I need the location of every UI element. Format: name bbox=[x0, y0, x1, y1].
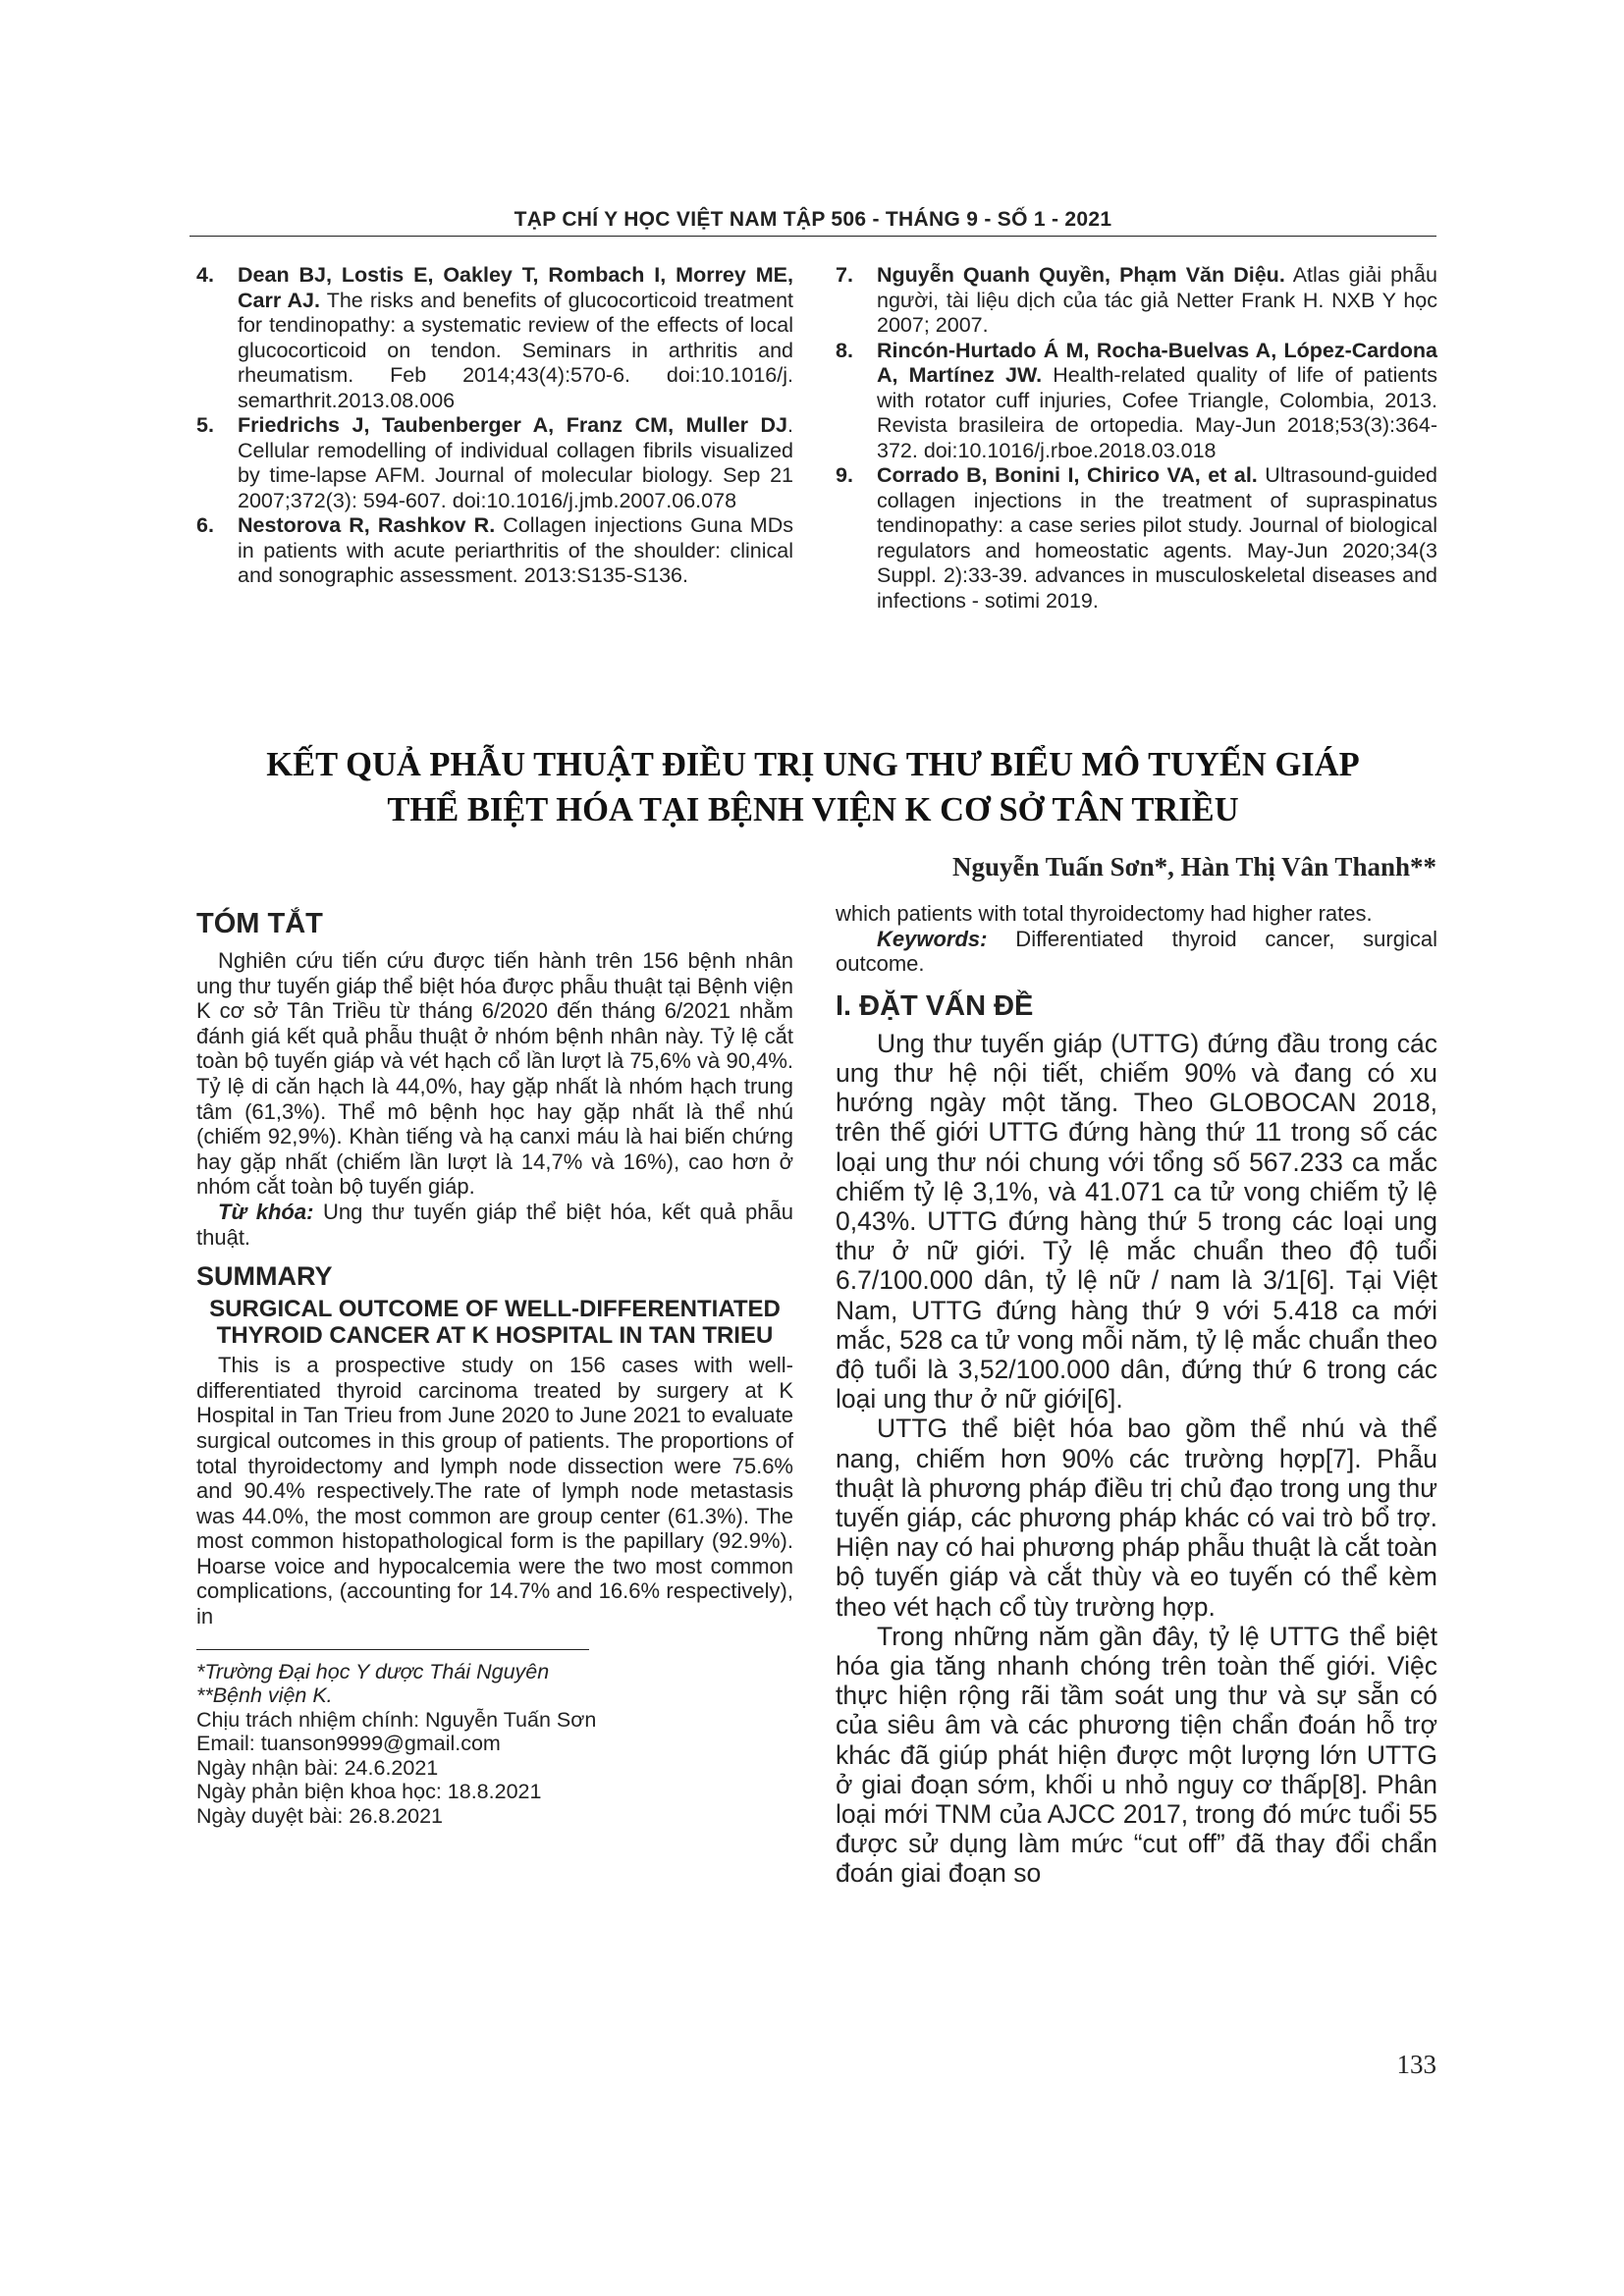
reference-text: Atlas giải phẫu người, tài liệu dịch của tác giả Netter Frank H. NXB Y học 2007; 2007. bbox=[877, 263, 1437, 337]
footnote-rule bbox=[196, 1649, 589, 1650]
footnote-responsible: Chịu trách nhiệm chính: Nguyễn Tuấn Sơn bbox=[196, 1707, 597, 1732]
references-right bbox=[836, 263, 1437, 614]
summary-keywords bbox=[836, 927, 1437, 977]
reference-authors: Dean BJ, Lostis E, Oakley T, Rombach I, Morrey ME, Carr AJ. bbox=[238, 263, 793, 312]
page-number: 133 bbox=[1396, 2050, 1436, 2079]
body-paragraph: Trong những năm gần đây, tỷ lệ UTTG thể biệt hóa gia tăng nhanh chóng trên toàn thế giới. Việc thực hiện rộng rãi tầm soát ung thư và sự sẵn có của siêu âm và các phương tiện chẩn đoán hỗ trợ khác đã giúp phát hiện được một lượng lớn UTTG ở giai đoạn sớm, khối u nhỏ nguy cơ thấp[8]. Phân loại mới TNM của AJCC 2017, trong đó mức tuổi 55 được sử dụng làm mức “cut off” đã thay đổi chẩn đoán giai đoạn so bbox=[836, 1621, 1437, 1889]
footnote-accepted: Ngày duyệt bài: 26.8.2021 bbox=[196, 1803, 444, 1828]
abstract-heading: TÓM TẮT bbox=[196, 908, 323, 939]
summary-continuation: which patients with total thyroidectomy had higher rates. bbox=[836, 901, 1373, 926]
reference-number: 8. bbox=[836, 338, 853, 362]
reference-number: 6. bbox=[196, 513, 214, 537]
footnote-email: Email: tuanson9999@gmail.com bbox=[196, 1732, 501, 1756]
left-column bbox=[196, 908, 793, 1828]
reference-number: 4. bbox=[196, 263, 214, 287]
article-title bbox=[189, 742, 1436, 832]
keywords-label: Keywords: bbox=[877, 926, 988, 951]
reference-number: 7. bbox=[836, 263, 853, 287]
footnote-affiliation: **Bệnh viện K. bbox=[196, 1683, 333, 1708]
reference-authors: Nguyễn Quanh Quyền, Phạm Văn Diệu. bbox=[877, 263, 1285, 287]
summary-text: This is a prospective study on 156 cases with well-differentiated thyroid carcinoma treated by surgery at K Hospital in Tan Trieu from June 2020 to June 2021 to evaluate surgical outcomes in this group of patients. The proportions of total thyroidectomy and lymph node dissection were 75.6% and 90.4% respectively.The rate of lymph node metastasis was 44.0%, the most common are group center (61.3%). The most common histopathological form is the papillary (92.9%). Hoarse voice and hypocalcemia were the two most common complications, (accounting for 14.7% and 16.6% respectively), in bbox=[196, 1353, 793, 1629]
body-paragraph: UTTG thể biệt hóa bao gồm thể nhú và thể nang, chiếm hơn 90% các trường hợp[7]. Phẫu thuật là phương pháp điều trị chủ đạo trong ung thư tuyến giáp, các phương pháp khác có vai trò bổ trợ. Hiện nay có hai phương pháp phẫu thuật là cắt toàn bộ tuyến giáp và cắt thùy và eo tuyến có thể kèm theo vét hạch cổ tùy trường hợp. bbox=[836, 1414, 1437, 1622]
article-title-line: THỂ BIỆT HÓA TẠI BỆNH VIỆN K CƠ SỞ TÂN TRIỀU bbox=[387, 791, 1239, 828]
reference-authors: Friedrichs J, Taubenberger A, Franz CM, Muller DJ bbox=[238, 413, 788, 437]
abstract-keywords bbox=[196, 1200, 793, 1250]
reference-item bbox=[196, 263, 793, 413]
reference-text: Health-related quality of life of patients with rotator cuff injuries, Cofee Triangle, Colombia, 2013. Revista brasileira de ortopedia. May-Jun 2018;53(3):364-372. doi:10.1016/j.rboe.2018.03.018 bbox=[877, 363, 1437, 462]
footnote-reviewed: Ngày phản biện khoa học: 18.8.2021 bbox=[196, 1780, 542, 1804]
reference-item bbox=[836, 263, 1437, 339]
reference-authors: Rincón-Hurtado Á M, Rocha-Buelvas A, López-Cardona A, Martínez JW. bbox=[877, 338, 1437, 387]
reference-item bbox=[836, 339, 1437, 464]
reference-text: Ultrasound-guided collagen injections in the treatment of supraspinatus tendinopathy: a case series pilot study. Journal of biological regulators and homeostatic agents. May-Jun 2020;34(3 Suppl. 2):33-39. advances in musculoskeletal diseases and infections - sotimi 2019. bbox=[877, 463, 1437, 613]
reference-item bbox=[836, 463, 1437, 614]
footnote-received: Ngày nhận bài: 24.6.2021 bbox=[196, 1755, 439, 1780]
running-header: TẠP CHÍ Y HỌC VIỆT NAM TẬP 506 - THÁNG 9 - SỐ 1 - 2021 bbox=[514, 208, 1112, 231]
reference-item bbox=[196, 413, 793, 513]
header-rule bbox=[189, 236, 1436, 237]
footnote-affiliation: *Trường Đại học Y dược Thái Nguyên bbox=[196, 1659, 550, 1683]
right-column bbox=[836, 901, 1437, 1889]
references-left bbox=[196, 263, 793, 589]
reference-text: Collagen injections Guna MDs in patients with acute periarthritis of the shoulder: clinical and sonographic assessment. 2013:S135-S136. bbox=[238, 513, 793, 587]
keywords-text: Ung thư tuyến giáp thể biệt hóa, kết quả phẫu thuật. bbox=[196, 1199, 793, 1250]
article-authors: Nguyễn Tuấn Sơn*, Hàn Thị Vân Thanh** bbox=[952, 852, 1436, 881]
reference-text: . Cellular remodelling of individual collagen fibrils visualized by time-lapse AFM. Journal of molecular biology. Sep 21 2007;372(3): 594-607. doi:10.1016/j.jmb.2007.06.078 bbox=[238, 413, 793, 512]
reference-item bbox=[196, 513, 793, 589]
article-title-line: KẾT QUẢ PHẪU THUẬT ĐIỀU TRỊ UNG THƯ BIỂU MÔ TUYẾN GIÁP bbox=[266, 746, 1360, 783]
summary-heading: SUMMARY bbox=[196, 1261, 333, 1292]
reference-authors: Corrado B, Bonini I, Chirico VA, et al. bbox=[877, 463, 1258, 487]
section-heading: I. ĐẶT VẤN ĐỀ bbox=[836, 989, 1034, 1022]
summary-title: SURGICAL OUTCOME OF WELL-DIFFERENTIATED THYROID CANCER AT K HOSPITAL IN TAN TRIEU bbox=[209, 1296, 781, 1350]
abstract-text: Nghiên cứu tiến cứu được tiến hành trên 156 bệnh nhân ung thư tuyến giáp thể biệt hóa được phẫu thuật tại Bệnh viện K cơ sở Tân Triều từ tháng 6/2020 đến tháng 6/2021 nhằm đánh giá kết quả phẫu thuật ở nhóm bệnh nhân này. Tỷ lệ cắt toàn bộ tuyến giáp và vét hạch cổ lần lượt là 75,6% và 90,4%. Tỷ lệ di căn hạch là 44,0%, hay gặp nhất là nhóm hạch trung tâm (61,3%). Thể mô bệnh học hay gặp nhất là thể nhú (chiếm 92,9%). Khàn tiếng và hạ canxi máu là hai biến chứng hay gặp nhất (chiếm lần lượt là 14,7% và 16%), cao hơn ở nhóm cắt toàn bộ tuyến giáp. bbox=[196, 948, 793, 1200]
reference-number: 9. bbox=[836, 463, 853, 487]
keywords-text: Differentiated thyroid cancer, surgical outcome. bbox=[836, 926, 1437, 977]
reference-number: 5. bbox=[196, 413, 214, 437]
body-paragraph: Ung thư tuyến giáp (UTTG) đứng đầu trong các ung thư hệ nội tiết, chiếm 90% và đang có xu hướng ngày một tăng. Theo GLOBOCAN 2018, trên thế giới UTTG đứng hàng thứ 11 trong số các loại ung thư nói chung với tổng số 567.233 ca mắc chiếm tỷ lệ 3,1%, và 41.071 ca tử vong chiếm tỷ lệ 0,43%. UTTG đứng hàng thứ 5 trong các loại ung thư ở nữ giới. Tỷ lệ mắc chuẩn theo độ tuổi 6.7/100.000 dân, tỷ lệ nữ / nam là 3/1[6]. Tại Việt Nam, UTTG đứng hàng thứ 9 với 5.418 ca mới mắc, 528 ca tử vong mỗi năm, tỷ lệ mắc chuẩn theo độ tuổi là 3,52/100.000 dân, đứng thứ 6 trong các loại ung thư ở nữ giới[6]. bbox=[836, 1028, 1437, 1415]
keywords-label: Từ khóa: bbox=[218, 1199, 314, 1224]
reference-authors: Nestorova R, Rashkov R. bbox=[238, 513, 496, 537]
reference-text: The risks and benefits of glucocorticoid treatment for tendinopathy: a systematic review of the effects of local glucocorticoid on tendon. Seminars in arthritis and rheumatism. Feb 2014;43(4):570-6. doi:10.1016/j. semarthrit.2013.08.006 bbox=[238, 288, 793, 412]
